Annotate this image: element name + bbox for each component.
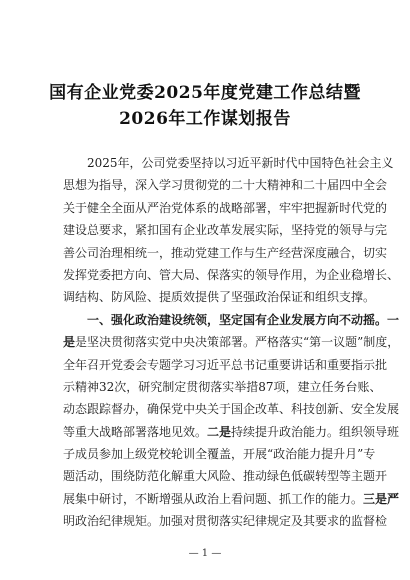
point-2-label: 二是 <box>207 424 232 439</box>
section-1-line: 示精神32次，研究制定贯彻落实举措87项，建立任务台账、 <box>63 379 382 394</box>
section-1-line: 题活动，围绕防范化解重大风险、推动绿色低碳转型等主题开 <box>63 469 388 484</box>
section-1-line <box>63 331 400 353</box>
document-title-line-2: 2026年工作谋划报告 <box>119 109 291 129</box>
point-1-label: 一 <box>387 312 400 327</box>
point-2-text: 持续提升政治能力。组织领导班 <box>231 424 400 439</box>
section-1-text: 是坚决贯彻落实党中央决策部署。严格落实“第一议题”制度， <box>75 335 400 350</box>
section-1-line: 子成员参加上级党校轮训全覆盖，开展“政治能力提升月”专 <box>63 447 376 462</box>
page-number: — 1 — <box>188 548 222 559</box>
paragraph-1-line: 调结构、防风险、提质效提供了坚强政治保证和组织支撑。 <box>63 290 376 305</box>
paragraph-1-line: 思想为指导，深入学习贯彻党的二十大精神和二十届四中全会 <box>63 178 388 193</box>
point-2-text: 展集中研讨，不断增强从政治上看问题、抓工作的能力。 <box>63 491 364 506</box>
document-body <box>63 152 400 533</box>
section-1-line: 明政治纪律规矩。加强对贯彻落实纪律规定及其要求的监督检 <box>63 514 388 529</box>
section-1-line <box>63 421 400 443</box>
section-1-heading: 一、强化政治建设统领，坚定国有企业发展方向不动摇。 <box>87 312 388 327</box>
section-heading-line <box>63 309 400 331</box>
point-1-label-cont: 是 <box>63 335 76 350</box>
paragraph-1-line: 发挥党委把方向、管大局、保落实的领导作用，为企业稳增长、 <box>63 267 400 282</box>
point-3-label: 三是 <box>363 491 388 506</box>
point-3-text: 严 <box>387 491 400 506</box>
paragraph-1-line: 善公司治理相统一，推动党建工作与生产经营深度融合，切实 <box>63 245 388 260</box>
section-1-line <box>63 488 400 510</box>
paragraph-1-line: 建设总要求，紧扣国有企业改革发展实际，坚持党的领导与完 <box>63 223 388 238</box>
section-1-line: 全年召开党委会专题学习习近平总书记重要讲话和重要指示批 <box>63 357 388 372</box>
paragraph-1-line: 2025年，公司党委坚持以习近平新时代中国特色社会主义 <box>87 156 394 170</box>
section-1-text: 等重大战略部署落地见效。 <box>63 424 208 439</box>
section-1-line: 动态跟踪督办，确保党中央关于国企改革、科技创新、安全发展 <box>63 402 400 417</box>
document-title-line-1: 国有企业党委2025年度党建工作总结暨 <box>49 83 361 103</box>
paragraph-1-line: 关于健全全面从严治党体系的战略部署，牢牢把握新时代党的 <box>63 200 388 215</box>
